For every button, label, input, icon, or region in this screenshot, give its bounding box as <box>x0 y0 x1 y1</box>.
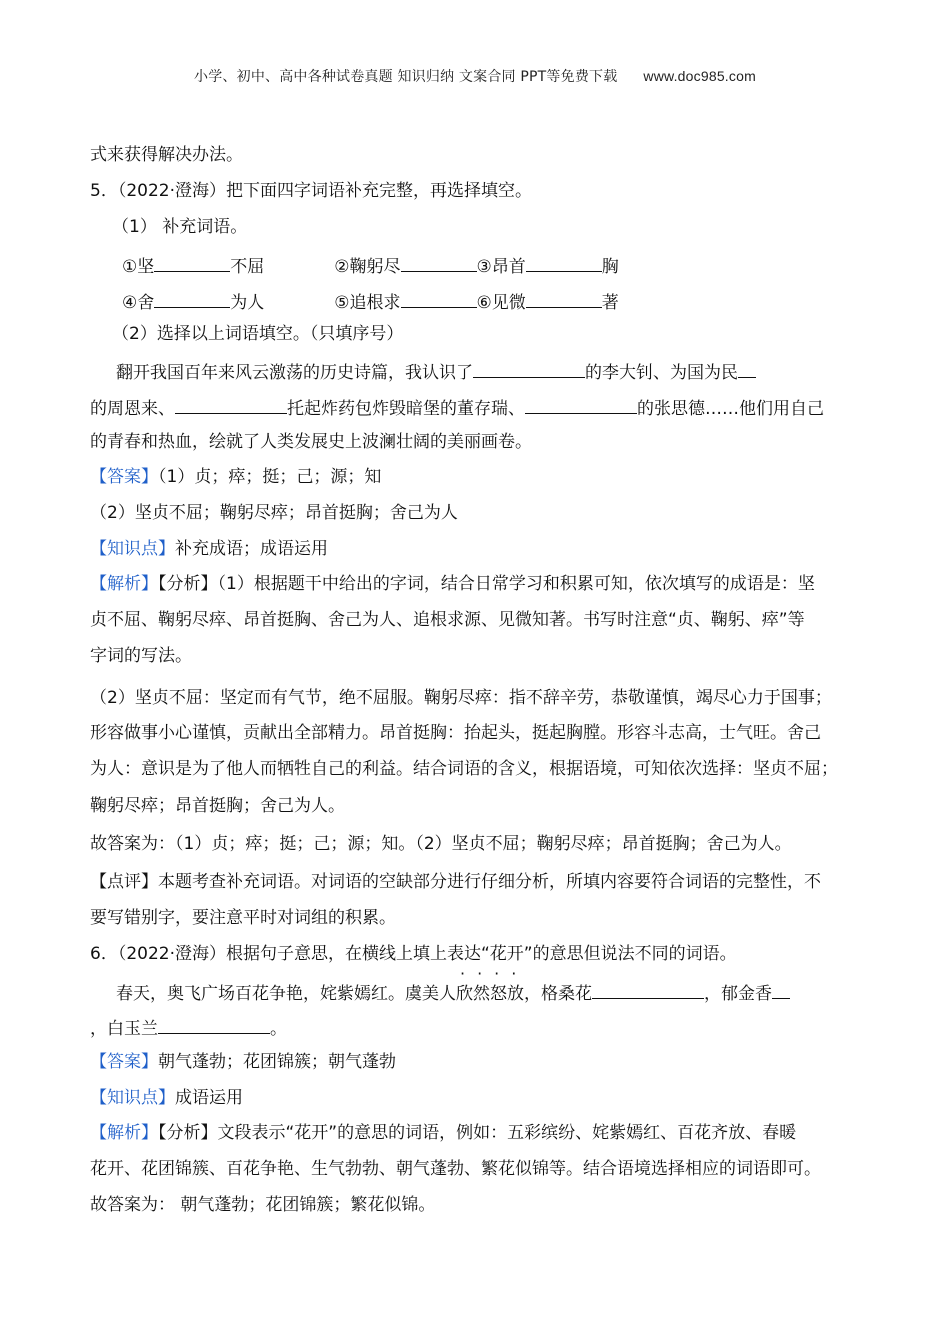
question-5-title: 5．（2022·澄海）把下面四字词语补充完整，再选择填空。 <box>90 181 532 201</box>
answer-blank[interactable] <box>158 1015 270 1034</box>
analysis-line-1: 【解析】【分析】（1）根据题干中给出的字词，结合日常学习和积累可知，依次填写的成语是：坚 <box>90 574 815 594</box>
header-url[interactable]: www.doc985.com <box>643 68 756 84</box>
q6-final-answer: 故答案为： 朝气蓬勃；花团锦簇；繁花似锦。 <box>90 1195 436 1215</box>
question-6-title: 6．（2022·澄海）根据句子意思，在横线上填上表达“花开”的意思但说法不同的词语。 <box>90 944 737 964</box>
knowledge-point-label: 【知识点】 <box>90 539 175 559</box>
page-header <box>0 66 950 86</box>
final-answer: 故答案为：（1）贞；瘁；挺；己；源；知。（2）坚贞不屈；鞠躬尽瘁；昂首挺胸；舍己为人。 <box>90 834 792 854</box>
answer-blank[interactable] <box>772 980 790 999</box>
passage-line-1: 翻开我国百年来风云激荡的历史诗篇，我认识了 的李大钊、为国为民 <box>116 359 756 384</box>
analysis-line-6: 为人：意识是为了他人而牺牲自己的利益。结合词语的含义，根据语境，可知依次选择：坚贞不屈； <box>90 759 838 779</box>
q6-analysis-line-1: 【解析】【分析】文段表示“花开”的意思的词语，例如：五彩缤纷、姹紫嫣红、百花齐放、春暖 <box>90 1123 797 1143</box>
answer-blank[interactable] <box>592 980 704 999</box>
knowledge-point: 【知识点】补充成语；成语运用 <box>90 539 328 559</box>
answer-blank[interactable] <box>401 253 477 272</box>
passage-line-3: 的青春和热血，绘就了人类发展史上波澜壮阔的美丽画卷。 <box>90 432 532 452</box>
emphasized-text: · · · · 欣然怒放 <box>456 983 524 1005</box>
word-row-1: ①坚 不屈 ②鞠躬尽 ③昂首 胸 <box>122 253 619 278</box>
analysis-line-2: 贞不屈、鞠躬尽瘁、昂首挺胸、舍己为人、追根求源、见微知著。书写时注意“贞、鞠躬、瘁”等 <box>90 610 805 630</box>
text-line: 式来获得解决办法。 <box>90 145 243 165</box>
answer-blank[interactable] <box>526 289 602 308</box>
q6-sentence-line-2: ，白玉兰 。 <box>90 1015 287 1040</box>
answer-label: 【答案】 <box>90 1052 158 1072</box>
word-row-2: ④舍 为人 ⑤追根求 ⑥见微 著 <box>122 289 619 314</box>
q6-analysis-line-2: 花开、花团锦簇、百花争艳、生气勃勃、朝气蓬勃、繁花似锦等。结合语境选择相应的词语即可。 <box>90 1159 821 1179</box>
answer-blank[interactable] <box>738 359 756 378</box>
q5-subquestion-2: （2）选择以上词语填空。（只填序号） <box>112 324 404 344</box>
q5-subquestion-1: （1） 补充词语。 <box>112 217 248 237</box>
analysis-label: 【解析】 <box>90 1123 158 1143</box>
analysis-line-7: 鞠躬尽瘁；昂首挺胸；舍己为人。 <box>90 796 345 816</box>
answer-blank[interactable] <box>526 253 602 272</box>
passage-line-2: 的周恩来、 托起炸药包炸毁暗堡的董存瑞、 的张思德……他们用自己 <box>90 395 824 420</box>
analysis-label: 【解析】 <box>90 574 158 594</box>
answer-blank[interactable] <box>401 289 477 308</box>
comment-line-2: 要写错别字，要注意平时对词组的积累。 <box>90 908 396 928</box>
knowledge-point-label: 【知识点】 <box>90 1088 175 1108</box>
header-text: 小学、初中、高中各种试卷真题 知识归纳 文案合同 PPT等免费下载 <box>194 69 618 85</box>
answer-blank[interactable] <box>473 359 585 378</box>
answer-line-1: 【答案】（1）贞；瘁；挺；己；源；知 <box>90 467 382 487</box>
answer-label: 【答案】 <box>90 467 158 487</box>
q6-sentence-line-1: 春天，奥飞广场百花争艳，姹紫嫣红。虞美人· · · · 欣然怒放，格桑花 ，郁金香 <box>116 980 790 1005</box>
analysis-line-5: 形容做事小心谨慎，贡献出全部精力。昂首挺胸：抬起头，挺起胸膛。形容斗志高，士气旺。舍己 <box>90 723 821 743</box>
answer-blank[interactable] <box>154 289 230 308</box>
answer-line-2: （2）坚贞不屈；鞠躬尽瘁；昂首挺胸；舍己为人 <box>90 503 458 523</box>
answer-blank[interactable] <box>525 395 637 414</box>
q6-knowledge-point: 【知识点】成语运用 <box>90 1088 243 1108</box>
analysis-line-3: 字词的写法。 <box>90 646 192 666</box>
comment-line-1: 【点评】本题考查补充词语。对词语的空缺部分进行仔细分析，所填内容要符合词语的完整性，不 <box>90 872 821 892</box>
answer-blank[interactable] <box>175 395 287 414</box>
q6-answer: 【答案】朝气蓬勃；花团锦簇；朝气蓬勃 <box>90 1052 396 1072</box>
analysis-line-4: （2）坚贞不屈：坚定而有气节，绝不屈服。鞠躬尽瘁：指不辞辛劳，恭敬谨慎，竭尽心力于国事； <box>90 688 832 708</box>
answer-blank[interactable] <box>154 253 230 272</box>
